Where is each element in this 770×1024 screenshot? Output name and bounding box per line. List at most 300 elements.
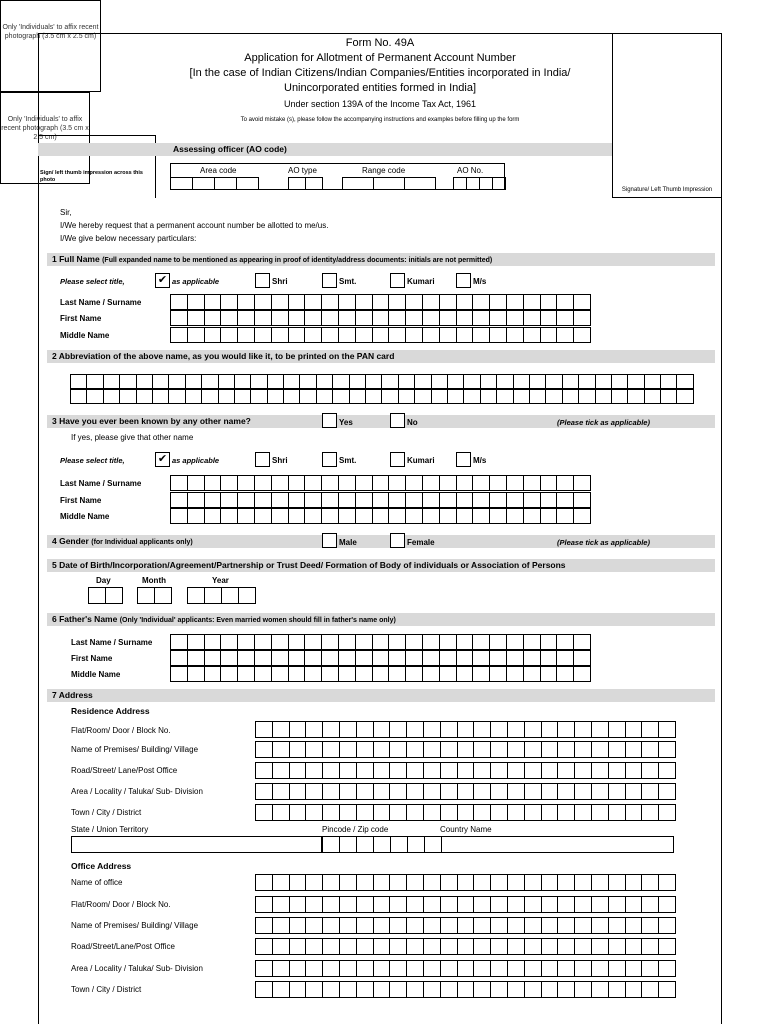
char-cell[interactable] [306, 917, 323, 934]
char-cell[interactable] [306, 783, 323, 800]
photo-box-right[interactable]: Only 'Individuals' to affix recent photograph (3.5 cm x 2.5 cm) [0, 92, 90, 184]
char-cell[interactable] [171, 666, 188, 682]
char-cell[interactable] [340, 741, 357, 758]
char-cell[interactable] [407, 721, 424, 738]
char-cell[interactable] [592, 874, 609, 891]
char-cell[interactable] [464, 389, 480, 404]
char-cell[interactable] [255, 475, 272, 491]
res-premises-cells[interactable] [255, 741, 676, 758]
char-cell[interactable] [374, 741, 391, 758]
char-cell[interactable] [289, 310, 306, 326]
char-cell[interactable] [612, 374, 628, 389]
char-cell[interactable] [491, 938, 508, 955]
char-cell[interactable] [356, 475, 373, 491]
char-cell[interactable] [642, 917, 659, 934]
char-cell[interactable] [574, 634, 591, 650]
char-cell[interactable] [357, 896, 374, 913]
char-cell[interactable] [356, 650, 373, 666]
char-cell[interactable] [374, 874, 391, 891]
char-cell[interactable] [473, 475, 490, 491]
char-cell[interactable] [322, 650, 339, 666]
char-cell[interactable] [575, 896, 592, 913]
char-cell[interactable] [424, 804, 441, 821]
char-cell[interactable] [473, 650, 490, 666]
char-cell[interactable] [508, 783, 525, 800]
char-cell[interactable] [575, 741, 592, 758]
char-cell[interactable] [507, 634, 524, 650]
char-cell[interactable] [305, 475, 322, 491]
char-cell[interactable] [458, 721, 475, 738]
char-cell[interactable] [558, 981, 575, 998]
char-cell[interactable] [592, 917, 609, 934]
char-cell[interactable] [305, 492, 322, 508]
char-cell[interactable] [659, 981, 676, 998]
char-cell[interactable] [458, 783, 475, 800]
char-cell[interactable] [524, 327, 541, 343]
char-cell[interactable] [153, 374, 169, 389]
char-cell[interactable] [474, 741, 491, 758]
char-cell[interactable] [256, 981, 273, 998]
char-cell[interactable] [423, 492, 440, 508]
char-cell[interactable] [238, 294, 255, 310]
char-cell[interactable] [406, 294, 423, 310]
char-cell[interactable] [423, 508, 440, 524]
char-cell[interactable] [458, 896, 475, 913]
char-cell[interactable] [322, 634, 339, 650]
char-cell[interactable] [357, 981, 374, 998]
char-cell[interactable] [609, 896, 626, 913]
char-cell[interactable] [524, 475, 541, 491]
off-area-cells[interactable] [255, 960, 676, 977]
char-cell[interactable] [238, 475, 255, 491]
char-cell[interactable] [306, 981, 323, 998]
char-cell[interactable] [205, 508, 222, 524]
char-cell[interactable] [290, 762, 307, 779]
char-cell[interactable] [642, 721, 659, 738]
char-cell[interactable] [574, 294, 591, 310]
char-cell[interactable] [474, 762, 491, 779]
char-cell[interactable] [390, 741, 407, 758]
char-cell[interactable] [628, 389, 644, 404]
char-cell[interactable] [440, 294, 457, 310]
female-checkbox[interactable] [390, 533, 405, 548]
char-cell[interactable] [441, 762, 458, 779]
char-cell[interactable] [256, 741, 273, 758]
char-cell[interactable] [300, 374, 316, 389]
char-cell[interactable] [441, 960, 458, 977]
char-cell[interactable] [491, 783, 508, 800]
char-cell[interactable] [339, 492, 356, 508]
char-cell[interactable] [374, 960, 391, 977]
char-cell[interactable] [322, 492, 339, 508]
char-cell[interactable] [289, 492, 306, 508]
char-cell[interactable] [171, 475, 188, 491]
char-cell[interactable] [507, 294, 524, 310]
char-cell[interactable] [306, 896, 323, 913]
char-cell[interactable] [508, 938, 525, 955]
char-cell[interactable] [609, 741, 626, 758]
res-road-cells[interactable] [255, 762, 676, 779]
char-cell[interactable] [306, 938, 323, 955]
char-cell[interactable] [340, 917, 357, 934]
char-cell[interactable] [458, 762, 475, 779]
char-cell[interactable] [186, 374, 202, 389]
char-cell[interactable] [272, 492, 289, 508]
char-cell[interactable] [525, 981, 542, 998]
char-cell[interactable] [424, 917, 441, 934]
char-cell[interactable] [256, 762, 273, 779]
char-cell[interactable] [609, 721, 626, 738]
char-cell[interactable] [317, 374, 333, 389]
char-cell[interactable] [441, 917, 458, 934]
char-cell[interactable] [188, 650, 205, 666]
char-cell[interactable] [322, 475, 339, 491]
char-cell[interactable] [171, 508, 188, 524]
char-cell[interactable] [273, 741, 290, 758]
char-cell[interactable] [490, 327, 507, 343]
char-cell[interactable] [256, 874, 273, 891]
char-cell[interactable] [356, 634, 373, 650]
char-cell[interactable] [542, 874, 559, 891]
char-cell[interactable] [458, 938, 475, 955]
char-cell[interactable] [323, 804, 340, 821]
char-cell[interactable] [592, 783, 609, 800]
char-cell[interactable] [558, 917, 575, 934]
pincode-cells[interactable] [322, 836, 442, 853]
char-cell[interactable] [423, 294, 440, 310]
char-cell[interactable] [448, 374, 464, 389]
char-cell[interactable] [306, 874, 323, 891]
char-cell[interactable] [541, 475, 558, 491]
char-cell[interactable] [104, 389, 120, 404]
char-cell[interactable] [441, 783, 458, 800]
char-cell[interactable] [357, 783, 374, 800]
char-cell[interactable] [592, 804, 609, 821]
shri-checkbox-1[interactable] [255, 273, 270, 288]
char-cell[interactable] [399, 389, 415, 404]
char-cell[interactable] [205, 327, 222, 343]
char-cell[interactable] [524, 294, 541, 310]
char-cell[interactable] [221, 475, 238, 491]
char-cell[interactable] [235, 374, 251, 389]
char-cell[interactable] [339, 475, 356, 491]
char-cell[interactable] [273, 762, 290, 779]
char-cell[interactable] [558, 938, 575, 955]
char-cell[interactable] [592, 981, 609, 998]
char-cell[interactable] [373, 666, 390, 682]
char-cell[interactable] [473, 327, 490, 343]
dob-year-cells[interactable] [187, 587, 256, 604]
char-cell[interactable] [356, 492, 373, 508]
char-cell[interactable] [205, 475, 222, 491]
char-cell[interactable] [255, 634, 272, 650]
char-cell[interactable] [290, 896, 307, 913]
char-cell[interactable] [407, 741, 424, 758]
char-cell[interactable] [557, 310, 574, 326]
char-cell[interactable] [340, 938, 357, 955]
char-cell[interactable] [440, 666, 457, 682]
char-cell[interactable] [406, 492, 423, 508]
char-cell[interactable] [525, 938, 542, 955]
char-cell[interactable] [677, 374, 693, 389]
char-cell[interactable] [339, 634, 356, 650]
char-cell[interactable] [424, 762, 441, 779]
char-cell[interactable] [255, 666, 272, 682]
char-cell[interactable] [514, 374, 530, 389]
char-cell[interactable] [642, 741, 659, 758]
char-cell[interactable] [458, 741, 475, 758]
char-cell[interactable] [424, 981, 441, 998]
char-cell[interactable] [333, 389, 349, 404]
char-cell[interactable] [390, 783, 407, 800]
char-cell[interactable] [389, 650, 406, 666]
char-cell[interactable] [525, 917, 542, 934]
char-cell[interactable] [558, 896, 575, 913]
char-cell[interactable] [339, 666, 356, 682]
char-cell[interactable] [423, 650, 440, 666]
char-cell[interactable] [458, 804, 475, 821]
char-cell[interactable] [305, 666, 322, 682]
char-cell[interactable] [356, 666, 373, 682]
char-cell[interactable] [221, 310, 238, 326]
char-cell[interactable] [464, 374, 480, 389]
char-cell[interactable] [340, 721, 357, 738]
char-cell[interactable] [609, 981, 626, 998]
abbrev-cells-row1[interactable] [70, 374, 694, 389]
char-cell[interactable] [542, 981, 559, 998]
char-cell[interactable] [491, 917, 508, 934]
char-cell[interactable] [205, 492, 222, 508]
res-town-cells[interactable] [255, 804, 676, 821]
char-cell[interactable] [490, 650, 507, 666]
char-cell[interactable] [289, 634, 306, 650]
char-cell[interactable] [273, 960, 290, 977]
char-cell[interactable] [508, 917, 525, 934]
char-cell[interactable] [592, 960, 609, 977]
char-cell[interactable] [424, 783, 441, 800]
char-cell[interactable] [424, 938, 441, 955]
char-cell[interactable] [473, 492, 490, 508]
char-cell[interactable] [339, 310, 356, 326]
char-cell[interactable] [575, 917, 592, 934]
char-cell[interactable] [542, 804, 559, 821]
char-cell[interactable] [558, 762, 575, 779]
char-cell[interactable] [609, 804, 626, 821]
char-cell[interactable] [415, 389, 431, 404]
char-cell[interactable] [289, 666, 306, 682]
char-cell[interactable] [290, 938, 307, 955]
char-cell[interactable] [272, 650, 289, 666]
char-cell[interactable] [491, 762, 508, 779]
char-cell[interactable] [188, 634, 205, 650]
char-cell[interactable] [514, 389, 530, 404]
char-cell[interactable] [238, 492, 255, 508]
char-cell[interactable] [542, 783, 559, 800]
char-cell[interactable] [340, 783, 357, 800]
char-cell[interactable] [458, 981, 475, 998]
char-cell[interactable] [525, 804, 542, 821]
char-cell[interactable] [238, 327, 255, 343]
char-cell[interactable] [256, 960, 273, 977]
char-cell[interactable] [238, 310, 255, 326]
char-cell[interactable] [238, 650, 255, 666]
char-cell[interactable] [221, 492, 238, 508]
char-cell[interactable] [525, 896, 542, 913]
char-cell[interactable] [399, 374, 415, 389]
char-cell[interactable] [432, 374, 448, 389]
country-input[interactable] [441, 836, 674, 853]
char-cell[interactable] [407, 783, 424, 800]
char-cell[interactable] [284, 389, 300, 404]
dob-day-cells[interactable] [88, 587, 123, 604]
char-cell[interactable] [221, 294, 238, 310]
char-cell[interactable] [490, 475, 507, 491]
char-cell[interactable] [546, 374, 562, 389]
char-cell[interactable] [659, 721, 676, 738]
char-cell[interactable] [626, 960, 643, 977]
char-cell[interactable] [541, 508, 558, 524]
char-cell[interactable] [474, 896, 491, 913]
char-cell[interactable] [171, 650, 188, 666]
char-cell[interactable] [120, 374, 136, 389]
ao-no-cells[interactable] [453, 177, 506, 190]
char-cell[interactable] [491, 874, 508, 891]
char-cell[interactable] [340, 896, 357, 913]
abbrev-cells-row2[interactable] [70, 389, 694, 404]
char-cell[interactable] [524, 650, 541, 666]
char-cell[interactable] [626, 874, 643, 891]
char-cell[interactable] [374, 896, 391, 913]
char-cell[interactable] [273, 938, 290, 955]
char-cell[interactable] [524, 666, 541, 682]
other-name-yes-checkbox[interactable] [322, 413, 337, 428]
char-cell[interactable] [205, 650, 222, 666]
char-cell[interactable] [575, 960, 592, 977]
off-road-cells[interactable] [255, 938, 676, 955]
char-cell[interactable] [373, 650, 390, 666]
char-cell[interactable] [290, 981, 307, 998]
char-cell[interactable] [458, 874, 475, 891]
char-cell[interactable] [626, 762, 643, 779]
char-cell[interactable] [626, 721, 643, 738]
char-cell[interactable] [424, 874, 441, 891]
char-cell[interactable] [441, 804, 458, 821]
char-cell[interactable] [541, 492, 558, 508]
char-cell[interactable] [171, 492, 188, 508]
char-cell[interactable] [457, 508, 474, 524]
char-cell[interactable] [440, 634, 457, 650]
kumari-checkbox-1[interactable] [390, 273, 405, 288]
char-cell[interactable] [508, 874, 525, 891]
char-cell[interactable] [574, 310, 591, 326]
char-cell[interactable] [457, 310, 474, 326]
char-cell[interactable] [659, 874, 676, 891]
char-cell[interactable] [339, 508, 356, 524]
char-cell[interactable] [490, 634, 507, 650]
char-cell[interactable] [323, 874, 340, 891]
char-cell[interactable] [626, 783, 643, 800]
char-cell[interactable] [574, 475, 591, 491]
char-cell[interactable] [609, 917, 626, 934]
char-cell[interactable] [357, 804, 374, 821]
char-cell[interactable] [382, 389, 398, 404]
other-name-no-checkbox[interactable] [390, 413, 405, 428]
char-cell[interactable] [626, 804, 643, 821]
char-cell[interactable] [273, 783, 290, 800]
ao-area-cells[interactable] [170, 177, 259, 190]
char-cell[interactable] [542, 721, 559, 738]
char-cell[interactable] [289, 294, 306, 310]
char-cell[interactable] [575, 762, 592, 779]
char-cell[interactable] [659, 741, 676, 758]
char-cell[interactable] [390, 938, 407, 955]
char-cell[interactable] [473, 508, 490, 524]
char-cell[interactable] [306, 960, 323, 977]
char-cell[interactable] [424, 960, 441, 977]
char-cell[interactable] [490, 508, 507, 524]
char-cell[interactable] [323, 762, 340, 779]
char-cell[interactable] [235, 389, 251, 404]
father-last-name-cells[interactable] [170, 634, 591, 650]
char-cell[interactable] [677, 389, 693, 404]
char-cell[interactable] [87, 374, 103, 389]
char-cell[interactable] [440, 310, 457, 326]
char-cell[interactable] [441, 741, 458, 758]
char-cell[interactable] [558, 741, 575, 758]
char-cell[interactable] [238, 508, 255, 524]
char-cell[interactable] [273, 721, 290, 738]
char-cell[interactable] [389, 294, 406, 310]
char-cell[interactable] [306, 721, 323, 738]
char-cell[interactable] [373, 294, 390, 310]
char-cell[interactable] [457, 492, 474, 508]
char-cell[interactable] [491, 721, 508, 738]
char-cell[interactable] [424, 741, 441, 758]
char-cell[interactable] [290, 960, 307, 977]
char-cell[interactable] [609, 938, 626, 955]
char-cell[interactable] [645, 389, 661, 404]
kumari-checkbox-3[interactable] [390, 452, 405, 467]
char-cell[interactable] [474, 938, 491, 955]
char-cell[interactable] [305, 634, 322, 650]
char-cell[interactable] [339, 294, 356, 310]
char-cell[interactable] [289, 650, 306, 666]
char-cell[interactable] [490, 492, 507, 508]
char-cell[interactable] [574, 492, 591, 508]
char-cell[interactable] [272, 475, 289, 491]
char-cell[interactable] [557, 327, 574, 343]
char-cell[interactable] [541, 666, 558, 682]
char-cell[interactable] [255, 492, 272, 508]
char-cell[interactable] [642, 804, 659, 821]
char-cell[interactable] [525, 874, 542, 891]
char-cell[interactable] [541, 294, 558, 310]
char-cell[interactable] [557, 294, 574, 310]
char-cell[interactable] [322, 327, 339, 343]
char-cell[interactable] [626, 917, 643, 934]
char-cell[interactable] [491, 960, 508, 977]
char-cell[interactable] [323, 960, 340, 977]
char-cell[interactable] [255, 508, 272, 524]
char-cell[interactable] [508, 896, 525, 913]
char-cell[interactable] [256, 804, 273, 821]
char-cell[interactable] [542, 938, 559, 955]
char-cell[interactable] [530, 389, 546, 404]
char-cell[interactable] [322, 310, 339, 326]
char-cell[interactable] [188, 310, 205, 326]
char-cell[interactable] [473, 666, 490, 682]
char-cell[interactable] [284, 374, 300, 389]
